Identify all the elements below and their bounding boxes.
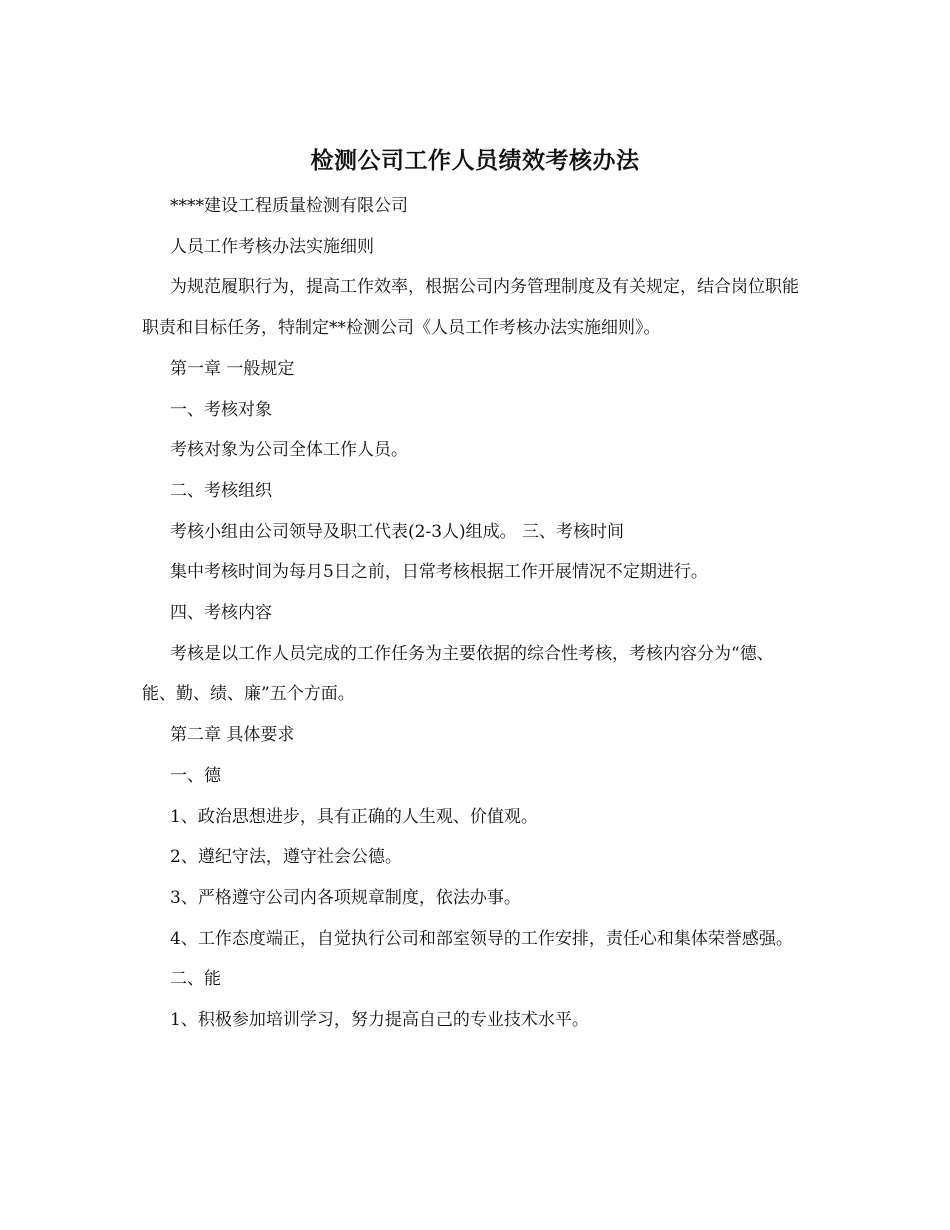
document-title: 检测公司工作人员绩效考核办法 [310, 147, 640, 174]
section-heading: 二、考核组织 [170, 480, 272, 501]
section-heading: 四、考核内容 [170, 603, 272, 624]
paragraph: 考核是以工作人员完成的工作任务为主要依据的综合性考核，考核内容分为“德、能、勤、绩、廉”五个方面。 [142, 643, 774, 705]
paragraph: 考核小组由公司领导及职工代表(2-3人)组成。 三、考核时间 [170, 521, 625, 542]
section-heading: 二、能 [170, 969, 221, 990]
list-item: 1、积极参加培训学习，努力提高自己的专业技术水平。 [170, 1010, 589, 1031]
list-item: 2、遵纪守法，遵守社会公德。 [170, 847, 402, 868]
paragraph: 集中考核时间为每月5日之前，日常考核根据工作开展情况不定期进行。 [170, 562, 708, 583]
chapter-heading: 第一章 一般规定 [170, 358, 295, 379]
section-heading: 一、考核对象 [170, 399, 272, 420]
section-heading: 一、德 [170, 765, 221, 786]
list-item: 4、工作态度端正，自觉执行公司和部室领导的工作安排，责任心和集体荣誉感强。 [170, 928, 793, 949]
paragraph: 考核对象为公司全体工作人员。 [170, 440, 408, 461]
intro-paragraph: 为规范履职行为，提高工作效率，根据公司内务管理制度及有关规定，结合岗位职能职责和目标任务，特制定**检测公司《人员工作考核办法实施细则》。 [142, 277, 799, 339]
list-item: 1、政治思想进步，具有正确的人生观、价值观。 [170, 806, 538, 827]
subtitle: 人员工作考核办法实施细则 [170, 236, 374, 257]
chapter-heading: 第二章 具体要求 [170, 725, 295, 746]
document-body [142, 186, 807, 1041]
company-name: ****建设工程质量检测有限公司 [170, 196, 408, 216]
list-item: 3、严格遵守公司内各项规章制度，依法办事。 [170, 887, 521, 908]
